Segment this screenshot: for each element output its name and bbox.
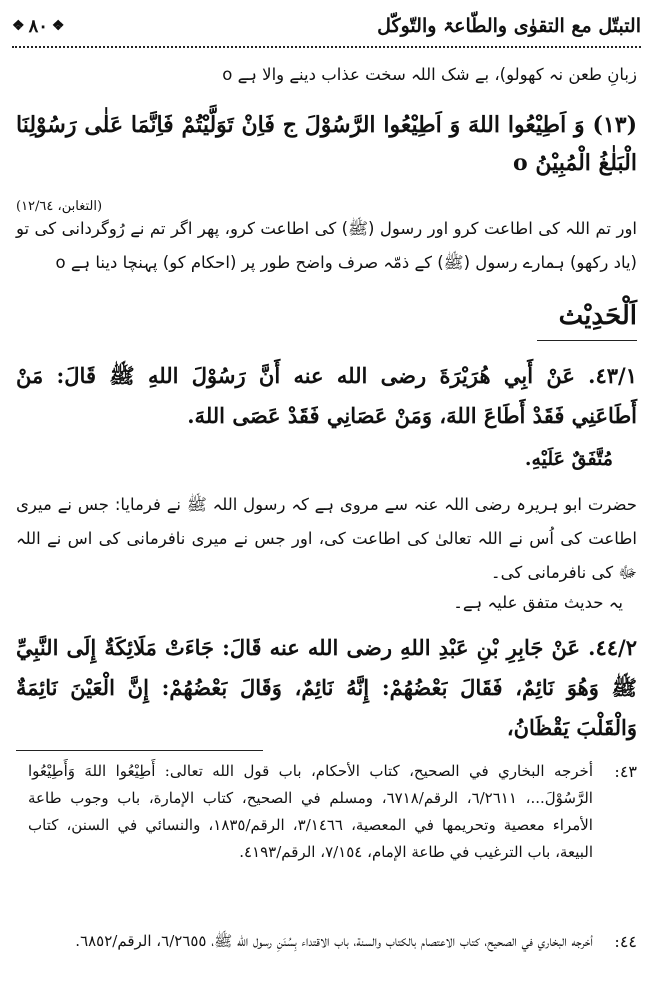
footnote-number: ٤٤:	[614, 932, 637, 951]
footnote-text: أخرجه البخاري في الصحيح، كتاب الأحكام، باب قول الله تعالى: أَطِيْعُوا اللهَ وَأَطِيْعُوا الرَّسُوْلَ...، ٦/٢٦١١، الرقم/٦٧١٨، ومسلم في الصحيح، كتاب الإمارة، باب وجوب طاعة الأمراء معصية وتحريمها في المعصية، ٣/١٤٦٦، الرقم/١٨٣٥، والنسائي في السنن، كتاب البيعة، باب الترغيب في طاعة الإمام، ٧/١٥٤، الرقم/٤١٩٣.	[28, 762, 593, 861]
verse-reference: (التغابن، ۱۲/٦٤)	[16, 199, 103, 214]
heading-underline	[537, 340, 637, 341]
running-title: التبتّل مع التقوٰی والطّاعۃ والتّوکّل	[377, 15, 641, 37]
footnote-divider	[16, 750, 263, 751]
previous-translation-tail: زبانِ طعن نہ کھولو)، بے شک اللہ سخت عذاب دینے والا ہے o	[222, 65, 637, 84]
ornament-icon: ❖	[12, 18, 25, 34]
verse-text: (۱۳) وَ اَطِیْعُوا اللهَ وَ اَطِیْعُوا الرَّسُوْلَ ج فَاِنْ تَوَلَّیْتُمْ فَاِنَّمَا عَلٰی رَسُوْلِنَا الْبَلٰغُ الْمُبِیْنُ o	[16, 112, 637, 176]
hadith-44-arabic: ٤٤/٢. عَنْ جَابِرِ بْنِ عَبْدِ اللهِ رضی الله عنه قَالَ: جَاءَتْ مَلَائِكَةٌ إِلَى النَّبِيِّ ﷺ وَهُوَ نَائِمٌ، فَقَالَ بَعْضُهُمْ: إِنَّهُ نَائِمٌ، وَقَالَ بَعْضُهُمْ: إِنَّ الْعَيْنَ نَائِمَةٌ وَالْقَلْبَ يَقْظَانُ،	[16, 635, 637, 740]
hadith-43-urdu: حضرت ابو ہریرہ رضی اللہ عنہ سے مروی ہے کہ رسول اللہ ﷺ نے فرمایا: جس نے میری اطاعت کی اُس نے اللہ تعالیٰ کی اطاعت کی، اور جس نے میری نافرمانی کی اس نے اللہ ﷻ کی نافرمانی کی۔	[16, 495, 637, 582]
footnote-text: أخرجه البخاري في الصحيح، كتاب الاعتصام بالكتاب والسنة، باب الاقتداء بِسُنَنِ رسول الله ﷺ، ٦/٢٦٥٥، الرقم/٦٨٥٢.	[75, 932, 593, 950]
page-number-box	[12, 16, 64, 37]
footnote-44	[28, 928, 637, 955]
header-divider	[12, 46, 641, 48]
hadith-43-grading-arabic: مُتَّفَقٌ عَلَيْهِ.	[524, 448, 613, 470]
page-number: ۸۰	[28, 15, 48, 37]
footnote-number: ٤٣:	[614, 762, 637, 781]
hadith-43-grading-urdu: یہ حدیث متفق علیہ ہے۔	[453, 593, 623, 612]
page-header	[12, 8, 641, 44]
footnote-43	[28, 758, 637, 866]
hadith-43-arabic: ٤٣/١. عَنْ أَبِي هُرَيْرَةَ رضی الله عنه أَنَّ رَسُوْلَ اللهِ ﷺ قَالَ: مَنْ أَطَاعَنِي فَقَدْ أَطَاعَ اللهَ، وَمَنْ عَصَانِي فَقَدْ عَصَى اللهَ.	[16, 363, 637, 428]
quran-verse	[16, 106, 637, 226]
verse-translation: اور تم اللہ کی اطاعت کرو اور رسول (ﷺ) کی اطاعت کرو، پھر اگر تم نے رُوگردانی کی تو (یاد رکھو) ہمارے رسول (ﷺ) کے ذمّہ صرف واضح طور پر (احکام کو) پہنچا دینا ہے o	[16, 219, 637, 272]
section-heading: اَلْحَدِيْث	[558, 301, 637, 331]
ornament-icon: ❖	[51, 18, 65, 34]
